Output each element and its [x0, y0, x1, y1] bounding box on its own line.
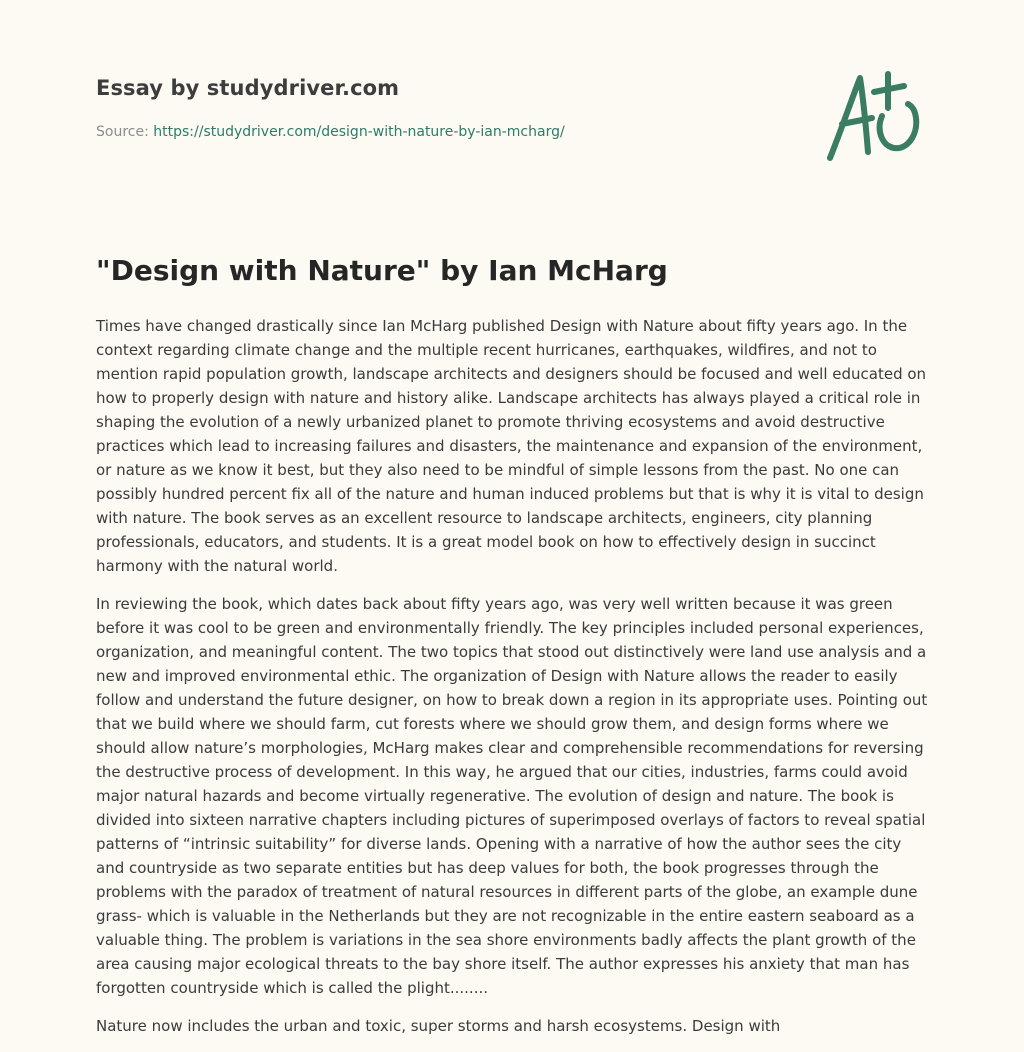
header [96, 76, 696, 100]
a-plus-logo-icon [820, 68, 930, 164]
source-label: Source: [96, 124, 149, 140]
essay-paragraph: Nature now includes the urban and toxic, super storms and harsh ecosystems. Design with [96, 1017, 781, 1035]
essay-paragraph: Times have changed drastically since Ian McHarg published Design with Nature about fifty years ago. In the context regarding climate change and the multiple recent hurricanes, earthquakes, wildfires, and not to mention rapid population growth, landscape architects and designers should be focused and well educated on how to properly design with nature and history alike. Landscape architects has always played a critical role in shaping the evolution of a newly urbanized planet to promote thriving ecosystems and avoid destructive practices which lead to increasing failures and disasters, the maintenance and expansion of the environment, or nature as we know it best, but they also need to be mindful of simple lessons from the past. No one can possibly hundred percent fix all of the nature and human induced problems but that is why it is vital to design with nature. The book serves as an excellent resource to landscape architects, engineers, city planning professionals, educators, and students. It is a great model book on how to effectively design in succinct harmony with the natural world. [96, 317, 927, 575]
essay-paragraph: In reviewing the book, which dates back about fifty years ago, was very well written because it was green before it was cool to be green and environmentally friendly. The key principles included personal experiences, organization, and meaningful content. The two topics that stood out distinctively were land use analysis and a new and improved environmental ethic. The organization of Design with Nature allows the reader to easily follow and understand the future designer, on how to break down a region in its appropriate uses. Pointing out that we build where we should farm, cut forests where we should grow them, and design forms where we should allow nature’s morphologies, McHarg makes clear and comprehensible recommendations for reversing the destructive process of development. In this way, he argued that our cities, industries, farms could avoid major natural hazards and become virtually regenerative. The evolution of design and nature. The book is divided into sixteen narrative chapters including pictures of superimposed overlays of factors to reveal spatial patterns of “intrinsic suitability” for diverse lands. Opening with a narrative of how the author sees the city and countryside as two separate entities but has deep values for both, the book progresses through the problems with the paradox of treatment of natural resources in different parts of the globe, an example dune grass- which is valuable in the Netherlands but they are not recognizable in the entire eastern seaboard as a valuable thing. The problem is variations in the sea shore environments badly affects the plant growth of the area causing major ecological threats to the bay shore itself. The author expresses his anxiety that man has forgotten countryside which is called the plight........ [96, 595, 928, 997]
essay-body [96, 314, 932, 1052]
site-title: Essay by studydriver.com [96, 76, 400, 100]
essay-title: "Design with Nature" by Ian McHarg [96, 254, 668, 287]
source-line [96, 124, 565, 140]
source-link[interactable]: https://studydriver.com/design-with-nature-by-ian-mcharg/ [153, 124, 565, 140]
